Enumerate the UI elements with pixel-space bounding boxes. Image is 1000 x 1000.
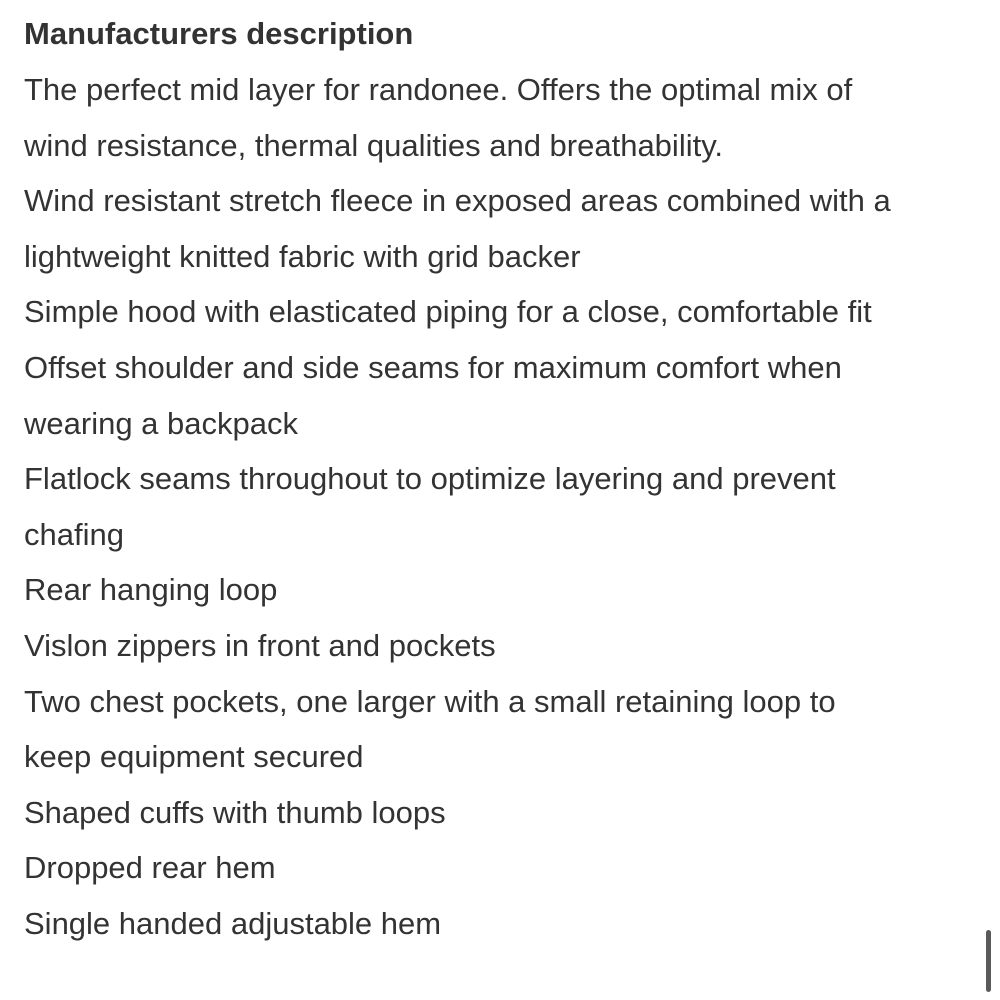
description-line: wind resistance, thermal qualities and breathability. (24, 127, 724, 163)
description-line: Simple hood with elasticated piping for a close, comfortable fit (24, 294, 872, 330)
description-line: Dropped rear hem (24, 850, 276, 886)
description-line: Vislon zippers in front and pockets (24, 627, 496, 663)
vertical-scrollbar[interactable] (986, 930, 991, 992)
description-line: lightweight knitted fabric with grid backer (24, 238, 581, 274)
description-line: The perfect mid layer for randonee. Offers the optimal mix of (24, 72, 853, 107)
description-line: Single handed adjustable hem (24, 905, 442, 941)
description-line: chafing (24, 516, 124, 552)
section-heading: Manufacturers description (24, 16, 414, 51)
manufacturers-description-section (24, 6, 984, 952)
description-line: wearing a backpack (24, 405, 298, 441)
description-line: Shaped cuffs with thumb loops (24, 794, 446, 830)
description-line: Rear hanging loop (24, 572, 278, 608)
description-line: Two chest pockets, one larger with a small retaining loop to (24, 683, 836, 719)
description-line: keep equipment secured (24, 739, 364, 775)
description-line: Flatlock seams throughout to optimize layering and prevent (24, 461, 836, 497)
description-line: Wind resistant stretch fleece in exposed areas combined with a (24, 183, 891, 219)
description-line: Offset shoulder and side seams for maximum comfort when (24, 349, 842, 385)
